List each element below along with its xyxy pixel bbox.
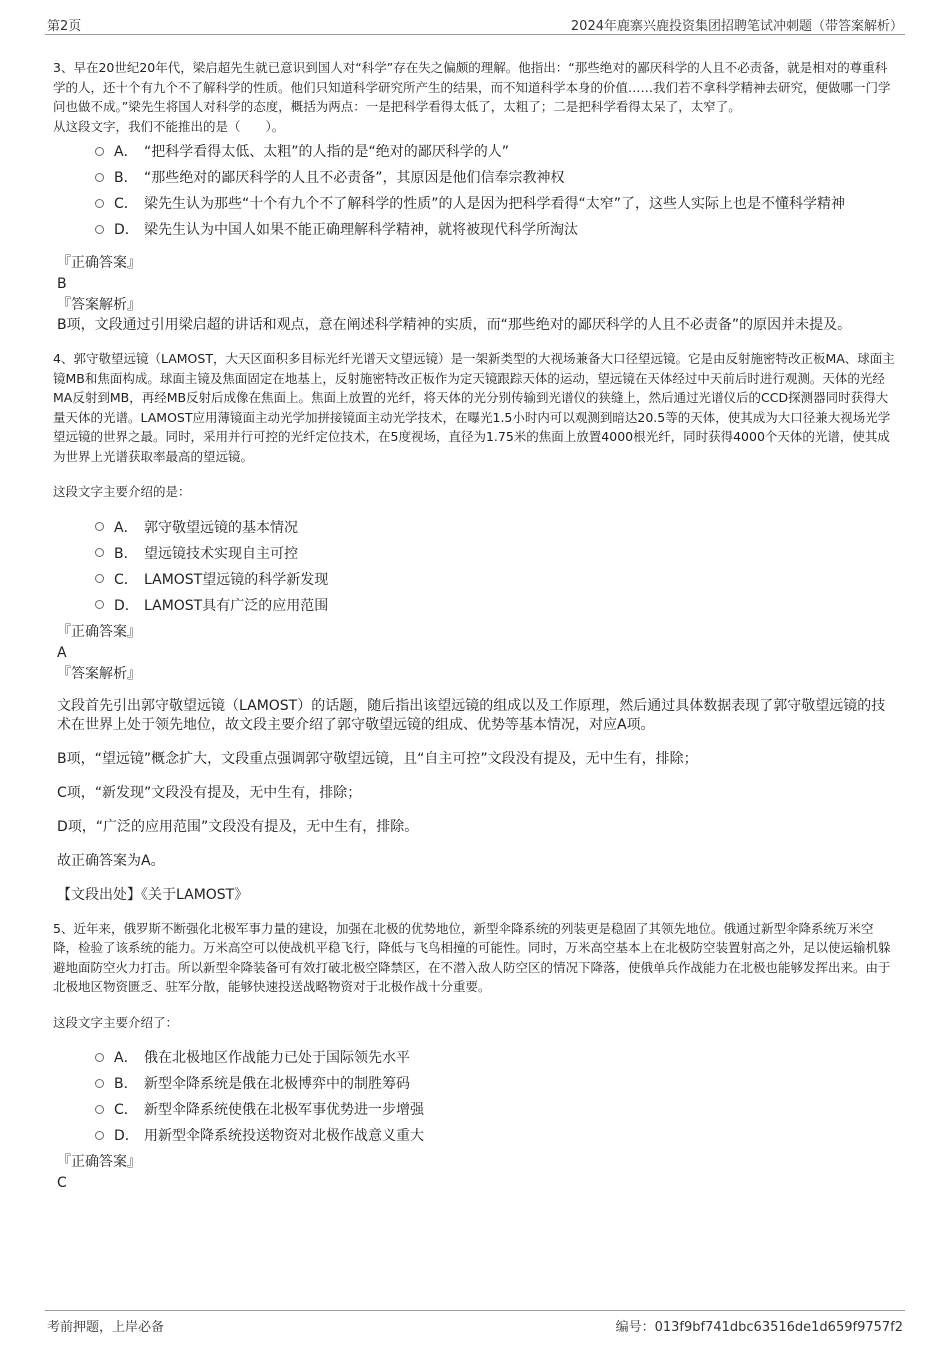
- answer-label: 『正确答案』: [57, 1154, 141, 1170]
- analysis-label: 『答案解析』: [57, 665, 141, 682]
- option-a[interactable]: A． “把科学看得太低、太粗”的人指的是“绝对的鄙厌科学的人”: [95, 142, 898, 163]
- analysis-paragraph: D项，“广泛的应用范围”文段没有提及，无中生有，排除。: [57, 818, 419, 835]
- option-a[interactable]: A． 郭守敬望远镜的基本情况: [95, 518, 898, 539]
- document-title: 2024年鹿寨兴鹿投资集团招聘笔试冲刺题（带答案解析）: [570, 19, 903, 34]
- page-number: 第2页: [47, 19, 82, 34]
- question-prompt: 从这段文字，我们不能推出的是（ ）。: [53, 118, 285, 134]
- option-d[interactable]: D． LAMOST具有广泛的应用范围: [95, 596, 898, 617]
- radio-icon[interactable]: [95, 147, 104, 156]
- analysis-paragraph: 故正确答案为A。: [57, 852, 165, 869]
- question-text: 3、早在20世纪20年代，梁启超先生就已意识到国人对“科学”存在失之偏颇的理解。他指出：“那些绝对的鄙厌科学的人且不必责备，就是相对的尊重科学的人，还十个有九个不了解科学的性质。他们只知道科学研究所产生的结果，而不知道科学本身的价值……我们若不拿科学精神去研究，便做哪一门学问也做不成。”梁先生将国人对科学的态度，概括为两点：一是把科学看得太低了，太粗了；二是把科学看得太呆了，太窄了。: [53, 60, 891, 114]
- option-b[interactable]: B． 新型伞降系统是俄在北极博弈中的制胜筹码: [95, 1074, 898, 1095]
- footer-slogan: 考前押题，上岸必备: [47, 1320, 165, 1335]
- radio-icon[interactable]: [95, 574, 104, 583]
- radio-icon[interactable]: [95, 199, 104, 208]
- serial-label: 编号：: [615, 1320, 655, 1335]
- question-prompt: 这段文字主要介绍的是：: [53, 484, 191, 499]
- radio-icon[interactable]: [95, 522, 104, 531]
- source-reference: 【文段出处】《关于LAMOST》: [57, 886, 249, 903]
- option-d[interactable]: D． 用新型伞降系统投送物资对北极作战意义重大: [95, 1126, 898, 1147]
- serial-number: 013f9bf741dbc63516de1d659f9757f2: [654, 1320, 903, 1335]
- option-c[interactable]: C． 新型伞降系统使俄在北极军事优势进一步增强: [95, 1100, 898, 1121]
- page-footer: [45, 1310, 905, 1339]
- answer-label: 『正确答案』: [57, 255, 141, 271]
- options-list: [53, 142, 898, 241]
- radio-icon[interactable]: [95, 1131, 104, 1140]
- correct-answer: C: [57, 1175, 67, 1191]
- option-b[interactable]: B． 望远镜技术实现自主可控: [95, 544, 898, 565]
- option-b[interactable]: B． “那些绝对的鄙厌科学的人且不必责备”，其原因是他们信奉宗教神权: [95, 168, 898, 189]
- question-text: 5、近年来，俄罗斯不断强化北极军事力量的建设，加强在北极的优势地位，新型伞降系统的列装更是稳固了其领先地位。俄通过新型伞降系统万米空降，检验了该系统的能力。万米高空可以使战机平稳飞行，降低与飞鸟相撞的可能性。同时，万米高空基本上在北极防空装置射高之外，足以使运输机躲避地面防空火力打击。所以新型伞降装备可有效打破北极空降禁区，在不潜入敌人防空区的情况下降落，使俄单兵作战能力在北极也能够发挥出来。由于北极地区物资匮乏、驻军分散，能够快速投送战略物资对于北极作战十分重要。: [53, 920, 891, 994]
- option-c[interactable]: C． LAMOST望远镜的科学新发现: [95, 570, 898, 591]
- options-list: [53, 1048, 898, 1147]
- analysis-label: 『答案解析』: [57, 297, 141, 313]
- option-a[interactable]: A． 俄在北极地区作战能力已处于国际领先水平: [95, 1048, 898, 1069]
- analysis-paragraph: 文段首先引出郭守敬望远镜（LAMOST）的话题，随后指出该望远镜的组成以及工作原理，然后通过具体数据表现了郭守敬望远镜的技术在世界上处于领先地位，故文段主要介绍了郭守敬望远镜的组成、优势等基本情况，对应A项。: [57, 697, 886, 733]
- radio-icon[interactable]: [95, 600, 104, 609]
- radio-icon[interactable]: [95, 548, 104, 557]
- radio-icon[interactable]: [95, 1053, 104, 1062]
- correct-answer: A: [57, 644, 67, 661]
- radio-icon[interactable]: [95, 225, 104, 234]
- option-c[interactable]: C． 梁先生认为那些“十个有九个不了解科学的性质”的人是因为把科学看得“太窄”了，这些人实际上也是不懂科学精神: [95, 194, 898, 215]
- document-serial: [616, 1316, 903, 1335]
- radio-icon[interactable]: [95, 1105, 104, 1114]
- options-list: [53, 518, 898, 617]
- correct-answer: B: [57, 276, 67, 292]
- radio-icon[interactable]: [95, 1079, 104, 1088]
- analysis-paragraph: B项，“望远镜”概念扩大，文段重点强调郭守敬望远镜，且“自主可控”文段没有提及，无中生有，排除；: [57, 750, 698, 767]
- page-content: [53, 58, 898, 1194]
- question-4: [53, 349, 898, 905]
- question-prompt: 这段文字主要介绍了：: [53, 1014, 179, 1030]
- question-3: [53, 58, 898, 335]
- answer-label: 『正确答案』: [57, 623, 141, 640]
- question-text: 4、郭守敬望远镜（LAMOST，大天区面积多目标光纤光谱天文望远镜）是一架新类型的大视场兼备大口径望远镜。它是由反射施密特改正板MA、球面主镜MB和焦面构成。球面主镜及焦面固定在地基上，反射施密特改正板作为定天镜跟踪天体的运动，望远镜在天体经过中天前后时进行观测。天体的光经MA反射到MB，再经MB反射后成像在焦面上。焦面上放置的光纤，将天体的光分别传输到光谱仪的狭缝上，然后通过光谱仪后的CCD探测器同时获得大量天体的光谱。LAMOST应用薄镜面主动光学加拼接镜面主动光学技术，在曝光1.5小时内可以观测到暗达20.5等的天体，使其成为大口径兼大视场光学望远镜的世界之最。同时，采用并行可控的光纤定位技术，在5度视场，直径为1.75米的焦面上放置4000根光纤，同时获得4000个天体的光谱，使其成为世界上光谱获取率最高的望远镜。: [53, 351, 895, 464]
- question-5: [53, 919, 898, 1195]
- analysis-paragraph: C项，“新发现”文段没有提及，无中生有，排除；: [57, 784, 362, 801]
- page-header: [45, 12, 905, 35]
- analysis-text: B项，文段通过引用梁启超的讲话和观点，意在阐述科学精神的实质，而“那些绝对的鄙厌科学的人且不必责备”的原因并未提及。: [57, 317, 852, 333]
- radio-icon[interactable]: [95, 173, 104, 182]
- option-d[interactable]: D． 梁先生认为中国人如果不能正确理解科学精神，就将被现代科学所淘汰: [95, 220, 898, 241]
